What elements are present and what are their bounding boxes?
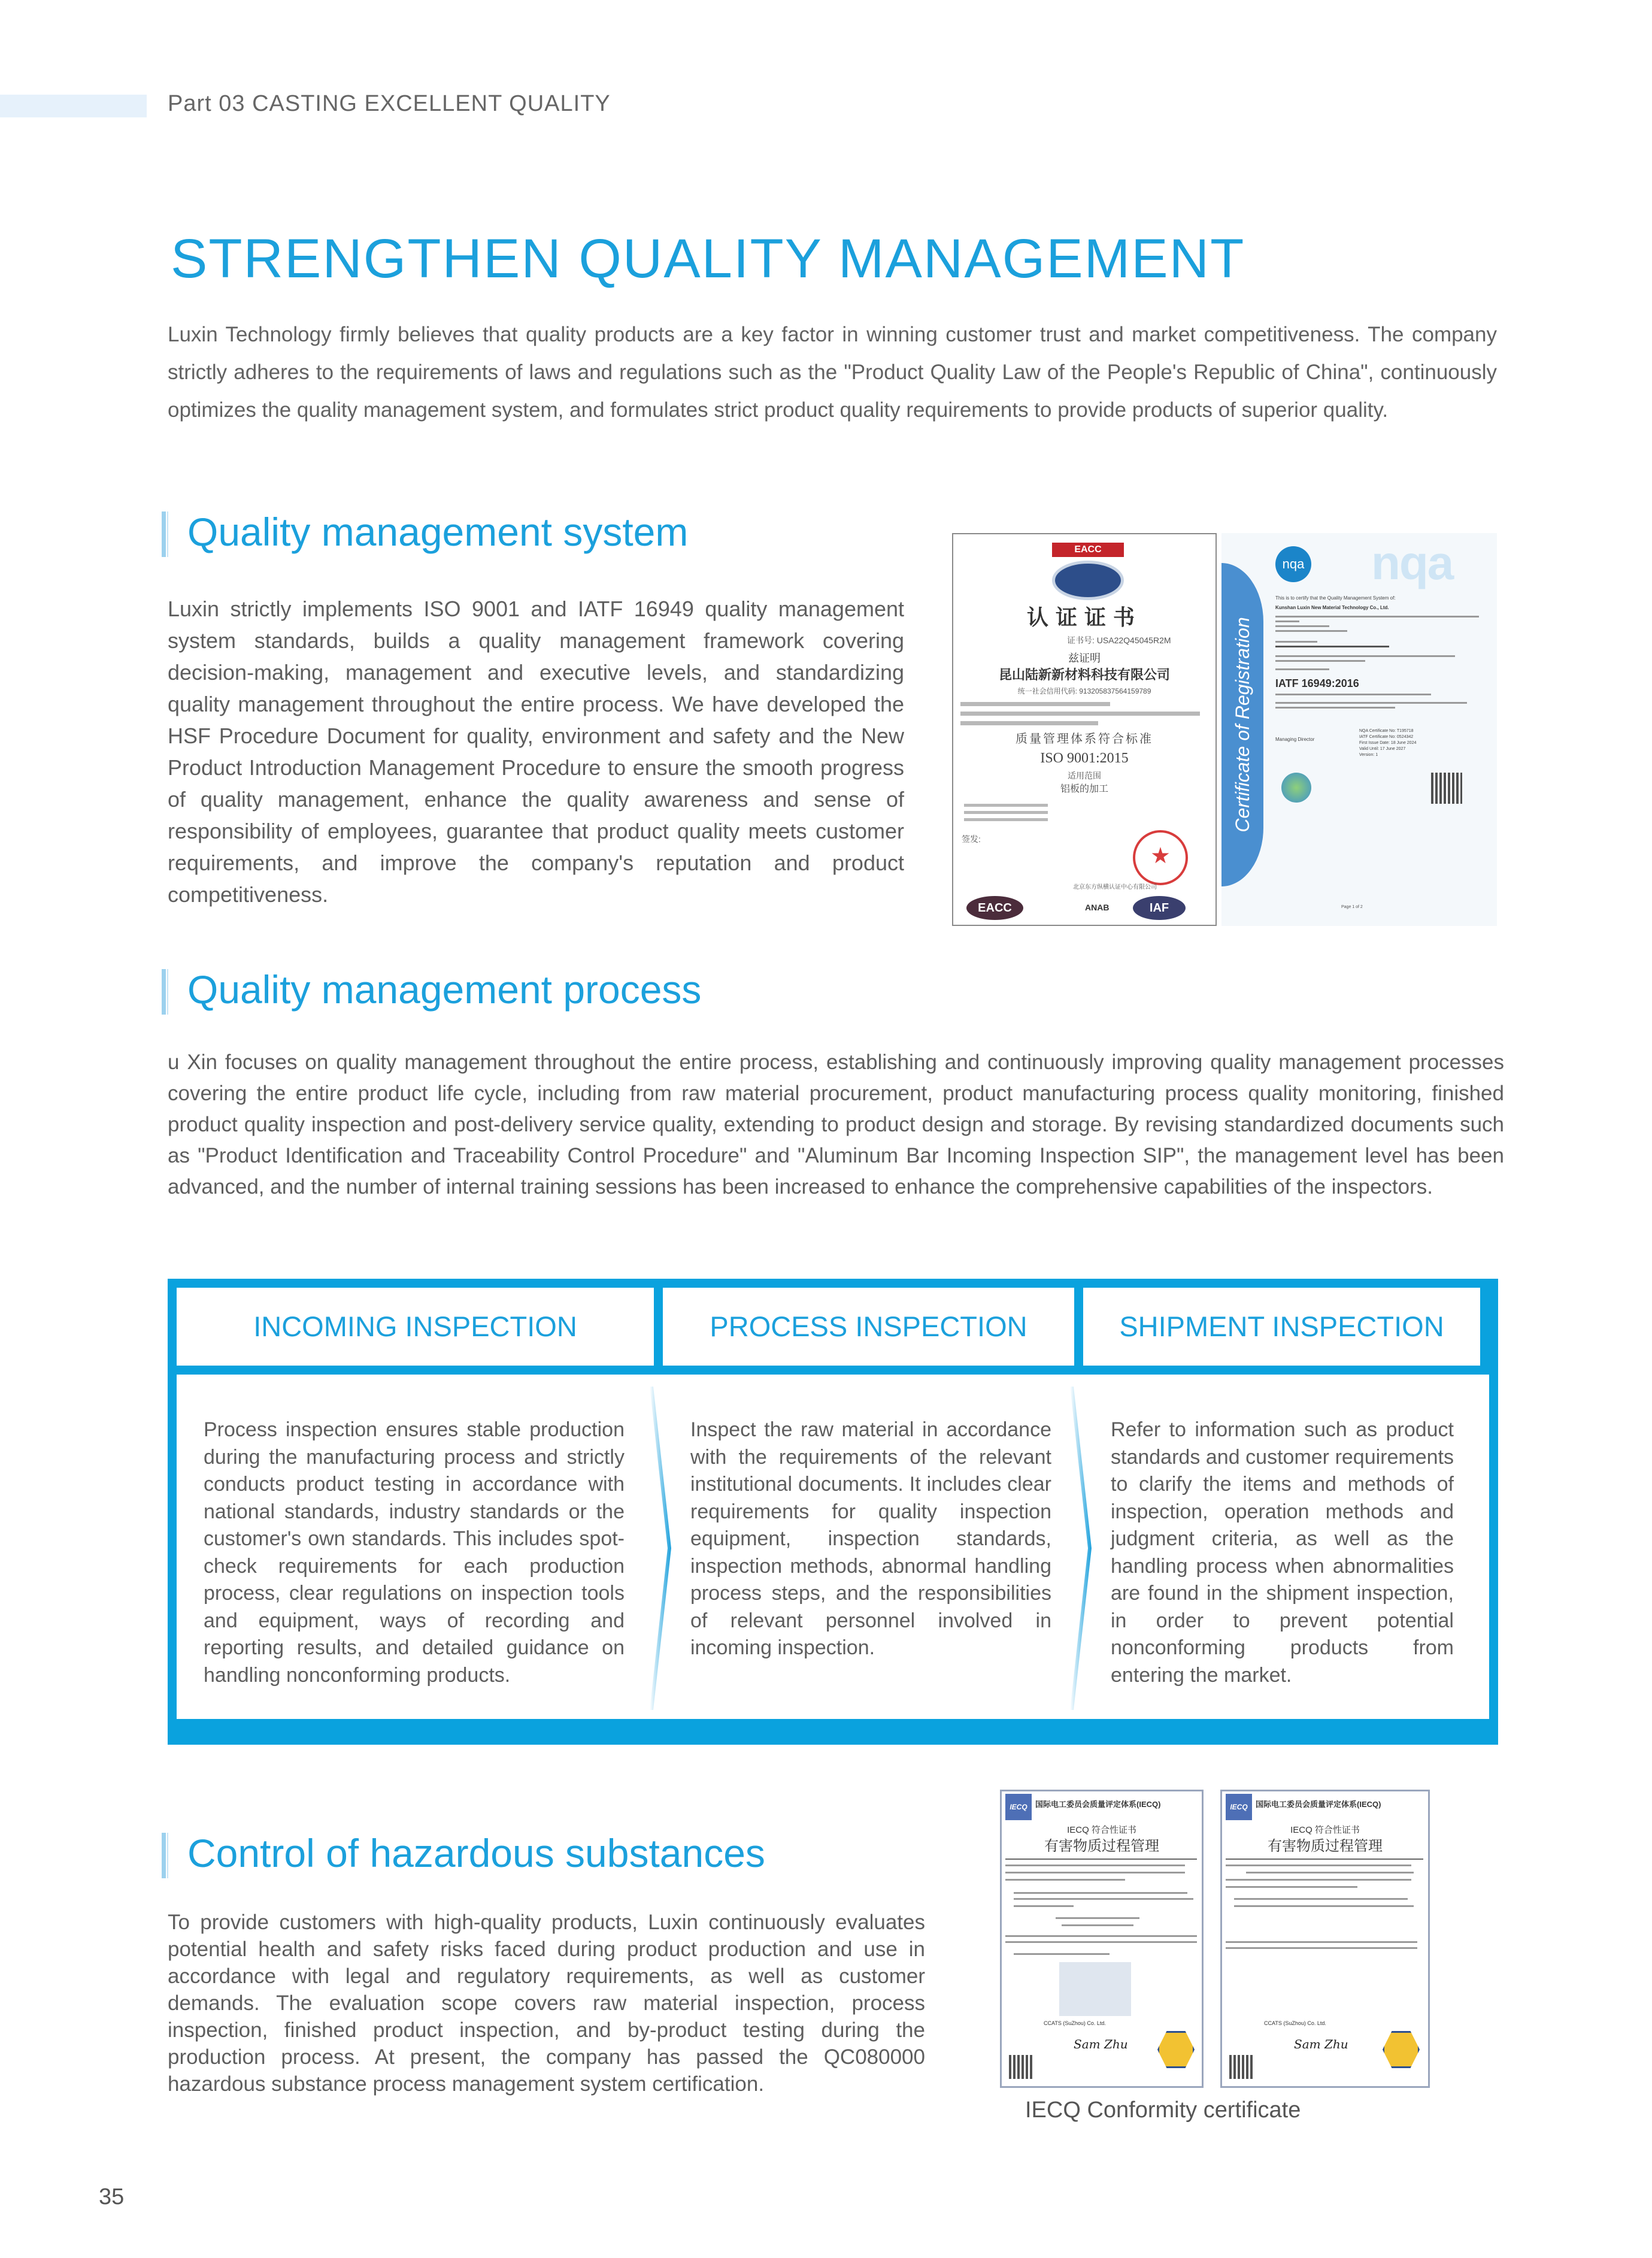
inspection-table [168,1279,1498,1745]
cert-signer-label: 签发: [962,834,981,844]
heading-text: Quality management process [187,967,702,1012]
iatf-field: Valid Until: 17 June 2027 [1359,747,1406,751]
iecq-logo: IECQ [1226,1794,1252,1820]
iatf-globe-logo [1281,773,1311,803]
iatf-field: Version: 1 [1359,753,1378,757]
cert-issuer: 北京东方纵横认证中心有限公司 [1073,884,1157,891]
table-body [177,1375,1489,1719]
table-header-cell [663,1288,1074,1366]
chevron-right-icon [1070,1387,1094,1710]
cert-scope-label: 适用范围 [1068,771,1101,780]
iatf-standard: IATF 16949:2016 [1275,677,1359,689]
cert-credit-code: 统一社会信用代码: 91320583756415978​9 [1017,687,1151,695]
cert-standard-cn: 质量管理体系符合标准 [1016,733,1153,746]
cert-scope: 铝板的加工 [1060,784,1108,794]
incoming-inspection-text: Process inspection ensures stable production during the manufacturing process and strictly conducts product testing in accordance with national standards, industry standards or the customer's own standards. This includes spot-check requirements for each production process, clear regulations on inspection tools and equipment, ways of recording and reporting results, and detailed guidance on handling nonconforming products. [204,1418,625,1687]
process-inspection-header: PROCESS INSPECTION [710,1310,1027,1342]
cert-title: 认证证书 [1026,605,1142,629]
eacc-ribbon: EACC [1052,543,1124,557]
iecq-issuer: CCATS (SuZhou) Co. Ltd. [1044,2020,1106,2026]
eacc-logo: EACC [966,896,1023,920]
qr-code [1431,773,1462,804]
incoming-inspection-header: INCOMING INSPECTION [253,1310,577,1342]
cert-company: 昆山陆新新材料科技有限公司 [998,667,1170,682]
heading-accent-bar [162,511,166,557]
iecq-caption: IECQ Conformity certificate [1025,2097,1301,2123]
shipment-inspection-header: SHIPMENT INSPECTION [1119,1310,1444,1342]
header-band [0,95,147,117]
iecq-subtitle: 有害物质过程管理 [1268,1838,1383,1854]
red-seal-stamp [1133,830,1188,885]
heading-accent-bar [162,1833,166,1878]
iatf-company: Kunshan Luxin New Material Technology Co., Ltd. [1275,605,1389,610]
iaf-logo: IAF [1133,896,1186,920]
iecq-header: 国际电工委员会质量评定体系(IECQ) [1035,1800,1161,1809]
ccats-badge [1383,2031,1420,2068]
process-paragraph: u Xin focuses on quality management throughout the entire process, establishing and continuously improving quality management processes covering the entire product life cycle, including from raw material procurement, product manufacturing process quality monitoring, finished product quality inspection and post-delivery service quality, extending to product design and storage. By revising standardized documents such as "Product Identification and Traceability Control Procedure" and "Aluminum Bar Incoming Inspection SIP", the management level has been advanced, and the number of internal training sessions has been increased to enhance the comprehensive capabilities of the inspectors. [168,1051,1504,1198]
page-title: STRENGTHEN QUALITY MANAGEMENT [171,228,1245,289]
table-header-cell [177,1288,654,1366]
cert-standard: ISO 9001:2015 [1040,750,1129,766]
iatf-page-label: Page 1 of 2 [1341,905,1363,909]
shipment-inspection-text: Refer to information such as product standards and customer requirements to clarify the items and methods of inspection, operation methods and judgment criteria, as well as the handling process when abnormalities are found in the shipment inspection, in order to prevent potential nonconforming products from entering the market. [1111,1418,1454,1687]
chevron-right-icon [650,1387,674,1710]
qr-code [1229,2055,1253,2079]
page-number: 35 [99,2184,125,2209]
intro-paragraph: Luxin Technology firmly believes that quality products are a key factor in winning customer trust and market competitiveness. The company strictly adheres to the requirements of laws and regulations such as the "Product Quality Law of the People's Republic of China", continuously optimizes the quality management system, and formulates strict product quality requirements to provide products of superior quality. [168,323,1497,422]
iecq-title: IECQ 符合性证书 [1067,1825,1136,1835]
iatf-fields [1359,728,1416,758]
iecq-logo: IECQ [1005,1794,1032,1820]
iecq-title: IECQ 符合性证书 [1290,1825,1360,1835]
heading-control-of-hazardous-substances [162,1829,940,1879]
iatf-field: IATF Certificate No: 0524342 [1359,735,1414,739]
registration-band [1221,563,1263,886]
iatf-signer-title: Managing Director [1275,737,1315,742]
iecq-signature: Sam Zhu [1074,2037,1128,2051]
hazardous-paragraph: To provide customers with high-quality products, Luxin continuously evaluates potential health and safety risks faced during product production and use in accordance with legal and regulatory requirements, as well as customer demands. The evaluation scope covers raw material inspection, process inspection, finished product inspection, and by-product testing during the production process. At present, the company has passed the QC080000 hazardous substance process management system certification. [168,1911,925,2096]
iso-9001-certificate-image [952,533,1217,926]
ccats-badge [1157,2031,1195,2068]
eacc-emblem [1052,561,1124,600]
cert-certify: 兹证明 [1068,652,1101,664]
section-label: Part 03 CASTING EXCELLENT QUALITY [168,91,611,116]
system-paragraph: Luxin strictly implements ISO 9001 and IATF 16949 quality management system standards, builds a quality management framework covering decision-making, management and executive levels, and standardizing quality management throughout the entire process. We have developed the HSF Procedure Document for quality, environment and safety and the New Product Introduction Management Procedure to ensure the smooth progress of quality management, enhance the quality awareness and sense of responsibility of employees, guarantee that product quality meets customer requirements, and improve the company's reputation and product competitiveness. [168,597,904,907]
iecq-certificate-image [1220,1790,1430,2088]
iatf-16949-certificate-image [1221,533,1497,926]
table-header-cell [1083,1288,1480,1366]
iatf-certify-line: This is to certify that the Quality Management System of: [1275,595,1396,601]
qr-code [1009,2055,1033,2079]
iecq-issuer: CCATS (SuZhou) Co. Ltd. [1264,2020,1326,2026]
iecq-certificate-image [1000,1790,1204,2088]
heading-accent-bar [162,969,166,1015]
iecq-header: 国际电工委员会质量评定体系(IECQ) [1256,1800,1381,1809]
iecq-subtitle: 有害物质过程管理 [1044,1838,1159,1854]
iecq-signature: Sam Zhu [1294,2037,1348,2051]
iatf-field: First Issue Date: 18 June 2024 [1359,741,1417,745]
nqa-watermark: nqa [1371,536,1453,589]
nqa-logo: nqa [1275,546,1311,582]
iatf-field: NQA Certificate No: T195718 [1359,729,1414,733]
cert-number: 证书号: USA22Q45045R2M [1067,635,1171,645]
heading-text: Control of hazardous substances [187,1831,765,1875]
heading-quality-management-process [162,965,940,1016]
process-inspection-text: Inspect the raw material in accordance with the requirements of the relevant institutional documents. It includes clear requirements for quality inspection equipment, inspection standards, inspection methods, abnormal handling process steps, and the responsibilities of relevant personnel involved in incoming inspection. [690,1418,1051,1659]
anab-logo: ANAB [1085,903,1110,912]
heading-text: Quality management system [187,510,689,554]
registration-band-text: Certificate of Registration [1232,617,1253,833]
heading-quality-management-system [162,508,940,558]
